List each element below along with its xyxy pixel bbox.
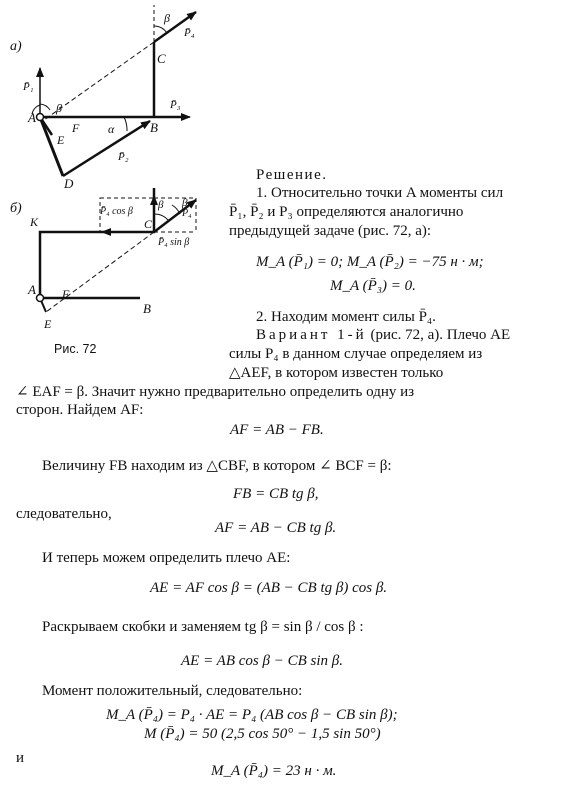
angle-label-b1: β [158, 199, 164, 211]
point-label-k: K [30, 215, 39, 229]
angle-label-beta-top: β [164, 11, 170, 25]
point-label-b: B [150, 120, 158, 135]
angle-label-beta-left: β [56, 101, 62, 115]
angle-arc-b1 [154, 214, 168, 220]
figure-72 [0, 0, 260, 340]
equation-2: M_A (P̄₃) = 0. [330, 278, 416, 294]
support-a-b [37, 295, 44, 302]
variant-line-1-rest: (рис. 72, а). Плечо AE [366, 327, 511, 343]
frame-akc [40, 188, 154, 298]
force-label-p4: P̄₄ [184, 27, 195, 39]
text-2: следовательно, [16, 506, 112, 522]
text-4: Раскрываем скобки и заменяем tg β = sin β / cos β : [42, 619, 364, 635]
angle-arc-beta-left [40, 104, 50, 110]
support-a [37, 114, 44, 121]
angle-arc-beta-top [154, 26, 167, 33]
point-label-f: F [72, 121, 80, 135]
variant-line-3: △AEF, в котором известен только [229, 365, 444, 381]
angle-label-b2: β [182, 197, 188, 209]
point-label-b-b: B [143, 301, 151, 316]
equation-5: AF = AB − CB tg β. [215, 520, 337, 536]
paragraph-2: 2. Находим момент силы P̄₄. [256, 309, 436, 325]
point-label-f-b: F [62, 287, 70, 301]
equation-9: M (P̄₄) = 50 (2,5 cos 50° − 1,5 sin 50°) [144, 726, 381, 742]
text-1: Величину FB находим из △CBF, в котором ∠ BCF = β: [42, 458, 392, 474]
equation-6: AE = AF cos β = (AB − CB tg β) cos β. [150, 580, 388, 596]
angle-label-alpha: α [108, 122, 115, 136]
force-label-p4-b: P̄₄ [182, 208, 192, 219]
paragraph-1-line-3: предыдущей задаче (рис. 72, а): [229, 223, 432, 239]
point-label-a: A [28, 110, 36, 125]
equation-3: AF = AB − FB. [230, 422, 324, 438]
force-label-p4-sin: P̄₄ sin β [158, 237, 190, 248]
force-label-p4-cos: P̄₄ cos β [100, 206, 133, 217]
point-label-d: D [64, 176, 74, 191]
point-label-c-b: C [144, 217, 153, 231]
equation-10: M_A (P̄₄) = 23 н · м. [211, 763, 337, 779]
solution-heading: Решение. [256, 167, 328, 183]
equation-4: FB = CB tg β, [233, 486, 319, 502]
equation-8: M_A (P̄₄) = P₄ · AE = P₄ (AB cos β − CB sin β); [106, 707, 398, 723]
panel-label-a: а) [10, 39, 22, 54]
point-label-a-b: A [28, 282, 36, 297]
point-label-c: C [157, 51, 166, 66]
text-3: И теперь можем определить плечо AE: [42, 550, 291, 566]
panel-label-b: б) [10, 201, 22, 216]
equation-1: M_A (P̄₁) = 0; M_A (P̄₂) = −75 н · м; [256, 254, 484, 270]
figure-caption: Рис. 72 [54, 342, 97, 356]
angle-arc-alpha [124, 117, 127, 131]
figure-a [10, 5, 196, 191]
figure-b [10, 188, 196, 331]
variant-line-2: силы P₄ в данном случае определяем из [229, 346, 483, 362]
text-5: Момент положительный, следовательно: [42, 683, 303, 699]
text-6: и [16, 750, 25, 766]
paragraph-1-line-1: 1. Относительно точки A моменты сил [256, 185, 504, 201]
variant-line-5: сторон. Найдем AF: [16, 402, 144, 418]
force-label-p2: P̄₂ [118, 151, 129, 163]
angle-arc-b2 [172, 205, 180, 214]
point-label-e: E [57, 133, 65, 147]
force-label-p3: P̄₃ [170, 99, 181, 111]
equation-7: AE = AB cos β − CB sin β. [181, 653, 343, 669]
point-label-e-b: E [44, 317, 52, 331]
variant-line-1 [256, 326, 510, 344]
paragraph-1-line-2: P̄₁, P̄₂ и P₃ определяются аналогично [229, 204, 464, 220]
variant-title: Вариант 1-й [256, 327, 367, 343]
force-label-p1: P̄₁ [23, 81, 34, 93]
variant-line-4: ∠ EAF = β. Значит нужно предварительно определить одну из [16, 384, 415, 400]
